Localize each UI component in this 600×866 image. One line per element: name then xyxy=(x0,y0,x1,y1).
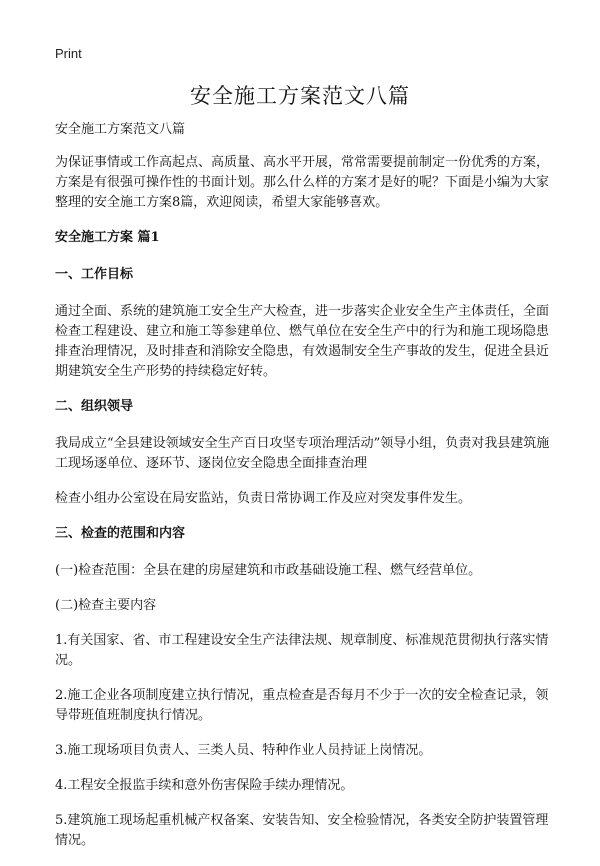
paragraph-work-goal: 通过全面、系统的建筑施工安全生产大检查，进一步落实企业安全生产主体责任，全面检查工程建设、建立和施工等参建单位、燃气单位在安全生产中的行为和施工现场隐患排查治理情况，及时排查和消除安全隐患，有效遏制安全生产事故的发生，促进全县近期建筑安全生产形势的持续稳定好转。 xyxy=(55,304,550,379)
heading-work-goal: 一、工作目标 xyxy=(55,267,134,282)
print-link[interactable]: Print xyxy=(55,46,82,61)
document-body xyxy=(55,120,550,866)
list-item: 3.施工现场项目负责人、三类人员、特种作业人员持证上岗情况。 xyxy=(55,743,432,758)
document-subtitle: 安全施工方案范文八篇 xyxy=(55,122,186,137)
page-title: 安全施工方案范文八篇 xyxy=(190,84,410,108)
heading-scope: 三、检查的范围和内容 xyxy=(55,526,186,541)
section-title: 安全施工方案 篇1 xyxy=(55,230,160,245)
paragraph-scope: (一)检查范围：全县在建的房屋建筑和市政基础设施工程、燃气经营单位。 xyxy=(55,563,482,578)
intro-paragraph: 为保证事情或工作高起点、高质量、高水平开展，常常需要提前制定一份优秀的方案，方案是有很强可操作性的书面计划。那么什么样的方案才是好的呢？下面是小编为大家整理的安全施工方案8篇，欢迎阅读，希望大家能够喜欢。 xyxy=(55,155,550,210)
list-item: 1.有关国家、省、市工程建设安全生产法律法规、规章制度、标准规范贯彻执行落实情况。 xyxy=(55,633,549,668)
heading-organization: 二、组织领导 xyxy=(55,399,134,414)
list-item: 4.工程安全报监手续和意外伤害保险手续办理情况。 xyxy=(55,778,354,793)
paragraph-organization: 我局成立“全县建设领域安全生产百日攻坚专项治理活动”领导小组，负责对我县建筑施工现场逐单位、逐环节、逐岗位安全隐患全面排查治理 xyxy=(55,436,550,471)
list-item: 5.建筑施工现场起重机械产权备案、安装告知、安全检验情况，各类安全防护装置管理情况。 xyxy=(55,813,549,848)
paragraph-main-content: (二)检查主要内容 xyxy=(55,598,157,613)
paragraph-office: 检查小组办公室设在局安监站，负责日常协调工作及应对突发事件发生。 xyxy=(55,491,472,506)
list-item: 2.施工企业各项制度建立执行情况，重点检查是否每月不少于一次的安全检查记录，领导带班值班制度执行情况。 xyxy=(55,688,549,723)
